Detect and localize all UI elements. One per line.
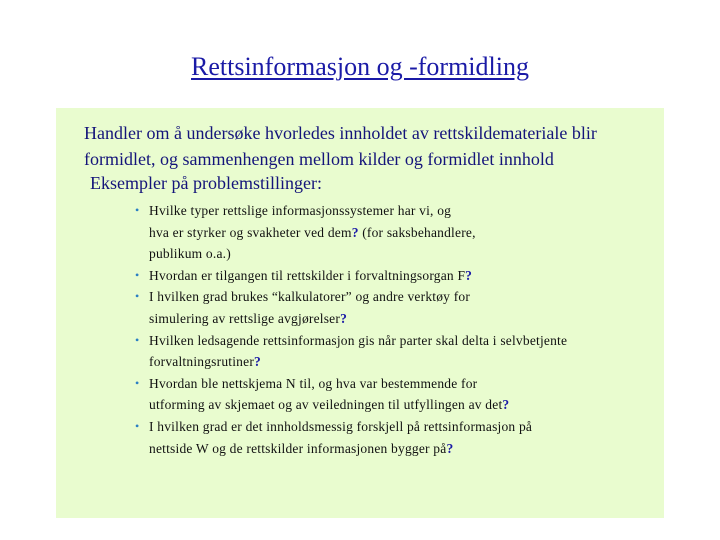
- list-item-line: [149, 416, 652, 438]
- intro-paragraph: [84, 120, 684, 172]
- bullet-icon: •: [135, 375, 140, 390]
- list-item: [132, 265, 652, 287]
- list-item-line: [149, 200, 652, 222]
- question-mark: ?: [351, 224, 359, 240]
- list-item-text: Hvordan ble nettskjema N til, og hva var bestemmende for: [149, 375, 478, 391]
- list-item-text: I hvilken grad brukes “kalkulatorer” og andre verktøy for: [149, 289, 471, 305]
- list-item-text: Hvilke typer rettslige informasjonssystemer har vi, og: [149, 203, 452, 218]
- list-item-line: [149, 265, 652, 287]
- list-item-text: Hvordan er tilgangen til rettskilder i forvaltningsorgan F: [149, 267, 466, 283]
- slide-title: Rettsinformasjon og -formidling: [191, 52, 529, 81]
- list-item-line: [149, 330, 652, 352]
- list-item-line: [149, 286, 652, 308]
- list-item-text: hva er styrker og svakheter ved dem: [149, 224, 352, 240]
- list-item-text: forvaltningsrutiner: [149, 354, 255, 370]
- list-item-text: simulering av rettslige avgjørelser: [149, 310, 341, 326]
- bullet-icon: •: [135, 203, 140, 217]
- problem-list: [132, 200, 652, 459]
- list-item-line: [149, 243, 652, 265]
- list-item-line: [149, 351, 652, 373]
- examples-heading: Eksempler på problemstillinger:: [90, 173, 322, 193]
- list-item: [132, 200, 652, 265]
- question-mark: ?: [254, 354, 261, 370]
- question-mark: ?: [502, 397, 510, 413]
- question-mark: ?: [340, 310, 348, 326]
- list-item-line: [149, 308, 652, 330]
- question-mark: ?: [465, 267, 473, 283]
- intro-line: Handler om å undersøke hvorledes innholdet av rettskildemateriale blir: [84, 123, 597, 143]
- list-item: [132, 373, 652, 416]
- list-item-text: (for saksbehandlere,: [358, 224, 476, 240]
- bullet-icon: •: [135, 332, 140, 347]
- list-item-line: [149, 438, 652, 460]
- list-item-text: I hvilken grad er det innholdsmessig forskjell på rettsinformasjon på: [149, 418, 533, 434]
- list-item-line: [149, 394, 652, 416]
- list-item-line: [149, 222, 652, 244]
- bullet-icon: •: [135, 418, 140, 433]
- list-item-text: utforming av skjemaet og av veiledningen til utfyllingen av det: [149, 397, 503, 413]
- list-item: [132, 330, 652, 373]
- list-item-text: publikum o.a.): [149, 246, 231, 262]
- question-mark: ?: [446, 440, 454, 456]
- intro-line: formidlet, og sammenhengen mellom kilder og formidlet innhold: [84, 149, 554, 169]
- bullet-icon: •: [135, 289, 140, 304]
- bullet-icon: •: [135, 267, 140, 282]
- list-item-text: nettside W og de rettskilder informasjonen bygger på: [149, 440, 447, 456]
- list-item: [132, 286, 652, 329]
- list-item-line: [149, 373, 652, 395]
- list-item-text: Hvilken ledsagende rettsinformasjon gis når parter skal delta i selvbetjente: [149, 332, 568, 348]
- list-item: [132, 416, 652, 459]
